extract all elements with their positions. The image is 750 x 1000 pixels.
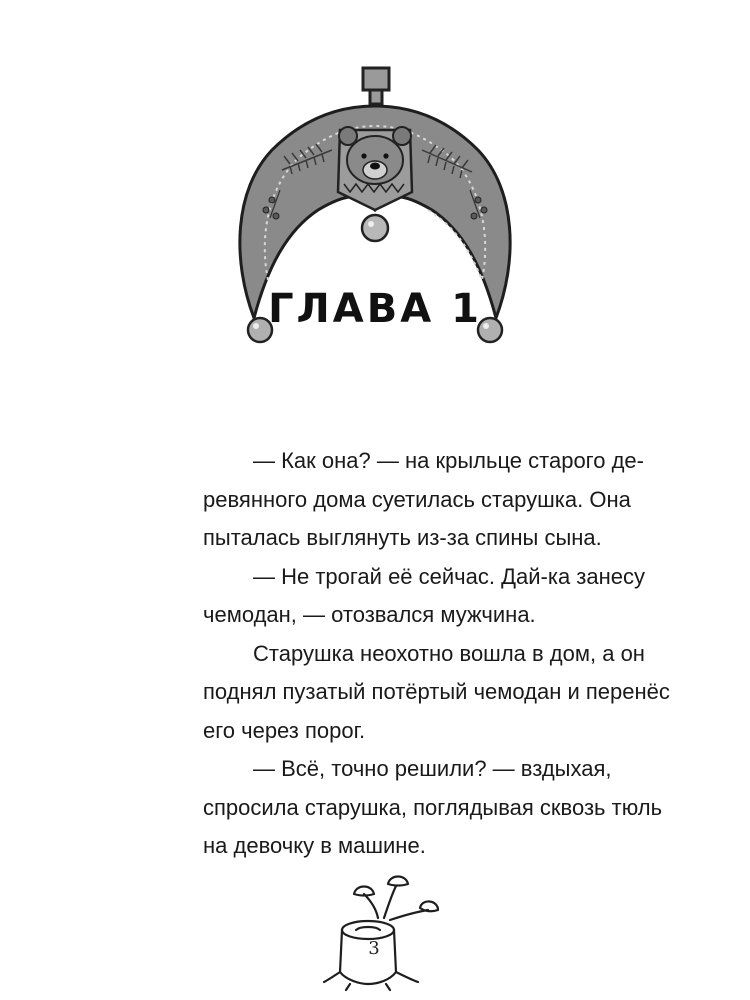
paragraph: [153, 750, 663, 866]
text-line: его через порог.: [203, 717, 366, 743]
text-line: Старушка неохотно вошла в дом, а он: [253, 640, 645, 666]
page-number: 3: [368, 938, 380, 959]
text-line: чемодан, — отозвался мужчина.: [203, 602, 536, 627]
paragraph: [153, 558, 646, 635]
text-line: поднял пузатый потёртый чемодан и перенёс: [203, 679, 670, 704]
text-line: на девочку в машине.: [203, 833, 426, 858]
text-line: — Как она? — на крыльце старого де-: [253, 448, 644, 473]
chapter-title: ГЛАВА 1: [268, 286, 482, 332]
stump-mushrooms-icon: [320, 872, 440, 992]
paragraph: [153, 635, 670, 751]
paragraph: [153, 442, 644, 558]
body-text: [153, 442, 670, 866]
text-line: — Не трогай её сейчас. Дай-ка занесу: [253, 563, 646, 589]
text-line: — Всё, точно решили? — вздыхая,: [253, 756, 612, 781]
text-line: спросила старушка, поглядывая сквозь тюль: [203, 794, 663, 820]
text-line: пыталась выглянуть из-за спины сына.: [203, 525, 602, 550]
text-line: ревянного дома суетилась старушка. Она: [203, 486, 631, 512]
